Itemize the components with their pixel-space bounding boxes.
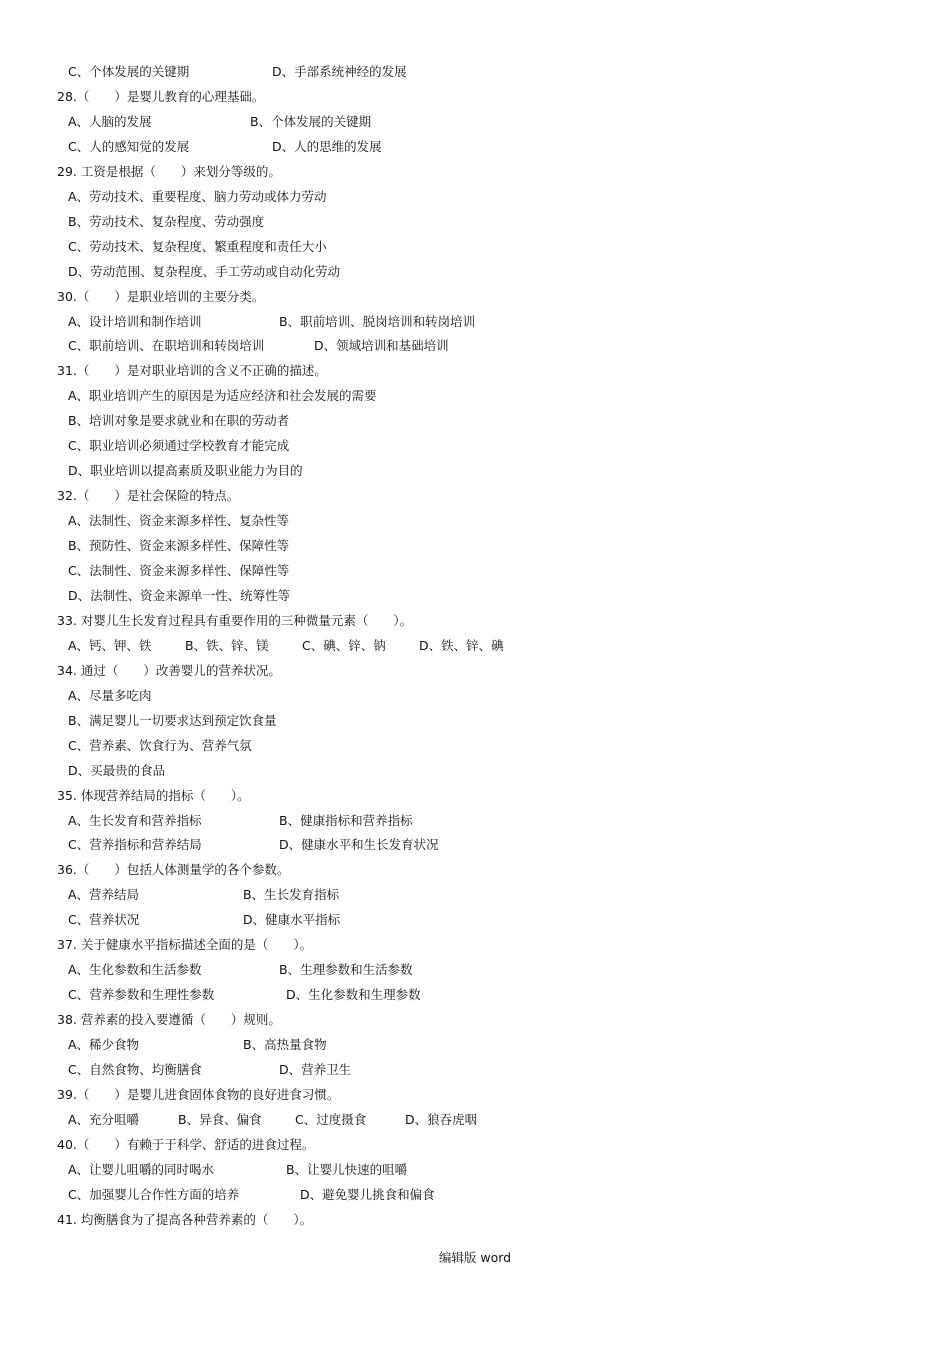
option-text: D、领域培训和基础培训 bbox=[314, 338, 449, 354]
option-text: D、生化参数和生理参数 bbox=[286, 987, 421, 1003]
option-text: B、个体发展的关键期 bbox=[250, 113, 372, 129]
option-text: B、高热量食物 bbox=[243, 1037, 327, 1052]
question-text: 35. 体现营养结局的指标（ ）。 bbox=[57, 787, 250, 803]
question-text: 33. 对婴儿生长发育过程具有重要作用的三种微量元素（ ）。 bbox=[57, 612, 413, 628]
option-text: A、人脑的发展 bbox=[68, 113, 152, 129]
question-text: 41. 均衡膳食为了提高各种营养素的（ ）。 bbox=[57, 1211, 313, 1227]
option-text: A、让婴儿咀嚼的同时喝水 bbox=[68, 1161, 215, 1177]
option-text: A、充分咀嚼 bbox=[68, 1111, 140, 1127]
option-text: D、避免婴儿挑食和偏食 bbox=[300, 1186, 435, 1202]
option-text: B、异食、偏食 bbox=[178, 1111, 262, 1127]
option-text: B、劳动技术、复杂程度、劳动强度 bbox=[68, 213, 265, 229]
option-text: A、营养结局 bbox=[68, 887, 140, 903]
option-text: D、买最贵的食品 bbox=[68, 762, 166, 778]
option-text: A、生长发育和营养指标 bbox=[68, 812, 202, 828]
question-text: 32.（ ）是社会保险的特点。 bbox=[57, 488, 240, 504]
option-text: D、法制性、资金来源单一性、统筹性等 bbox=[68, 587, 291, 603]
option-text: B、铁、锌、镁 bbox=[185, 637, 269, 653]
option-text: D、铁、锌、碘 bbox=[419, 637, 504, 653]
option-text: D、手部系统神经的发展 bbox=[272, 64, 407, 79]
option-text: B、满足婴儿一切要求达到预定饮食量 bbox=[68, 712, 277, 728]
option-text: D、职业培训以提高素质及职业能力为目的 bbox=[68, 463, 303, 479]
question-text: 28.（ ）是婴儿教育的心理基础。 bbox=[57, 89, 265, 104]
option-text: C、营养指标和营养结局 bbox=[68, 837, 202, 853]
option-text: C、营养参数和生理性参数 bbox=[68, 987, 215, 1003]
option-text: B、培训对象是要求就业和在职的劳动者 bbox=[68, 413, 290, 429]
option-text: C、自然食物、均衡膳食 bbox=[68, 1062, 202, 1077]
option-text: D、健康水平和生长发育状况 bbox=[279, 837, 439, 853]
option-text: B、生长发育指标 bbox=[243, 887, 340, 903]
option-text: C、法制性、资金来源多样性、保障性等 bbox=[68, 563, 290, 578]
option-text: C、个体发展的关键期 bbox=[68, 64, 190, 79]
question-text: 34. 通过（ ）改善婴儿的营养状况。 bbox=[57, 662, 281, 678]
option-text: C、碘、锌、钠 bbox=[302, 637, 386, 653]
question-text: 29. 工资是根据（ ）来划分等级的。 bbox=[57, 163, 281, 179]
option-text: D、健康水平指标 bbox=[243, 912, 341, 928]
question-text: 31.（ ）是对职业培训的含义不正确的描述。 bbox=[57, 363, 327, 379]
option-text: C、过度摄食 bbox=[295, 1111, 367, 1127]
option-text: A、稀少食物 bbox=[68, 1037, 140, 1052]
option-text: A、钙、钾、铁 bbox=[68, 637, 152, 653]
option-text: A、生化参数和生活参数 bbox=[68, 962, 202, 978]
option-text: B、职前培训、脱岗培训和转岗培训 bbox=[279, 313, 476, 329]
option-text: C、加强婴儿合作性方面的培养 bbox=[68, 1186, 240, 1202]
option-text: B、预防性、资金来源多样性、保障性等 bbox=[68, 538, 290, 553]
option-text: C、人的感知觉的发展 bbox=[68, 138, 190, 154]
question-text: 38. 营养素的投入要遵循（ ）规则。 bbox=[57, 1012, 281, 1028]
option-text: C、职业培训必须通过学校教育才能完成 bbox=[68, 438, 290, 454]
option-text: D、劳动范围、复杂程度、手工劳动或自动化劳动 bbox=[68, 263, 341, 279]
option-text: A、劳动技术、重要程度、脑力劳动或体力劳动 bbox=[68, 188, 327, 204]
question-text: 36.（ ）包括人体测量学的各个参数。 bbox=[57, 862, 290, 878]
page-footer: 编辑版 word bbox=[438, 1250, 512, 1265]
option-text: A、法制性、资金来源多样性、复杂性等 bbox=[68, 513, 290, 529]
option-text: B、健康指标和营养指标 bbox=[279, 812, 413, 828]
option-text: D、人的思维的发展 bbox=[272, 138, 382, 154]
option-text: D、营养卫生 bbox=[279, 1062, 352, 1077]
option-text: B、让婴儿快速的咀嚼 bbox=[286, 1161, 408, 1177]
question-text: 39.（ ）是婴儿进食固体食物的良好进食习惯。 bbox=[57, 1086, 340, 1102]
option-text: A、职业培训产生的原因是为适应经济和社会发展的需要 bbox=[68, 388, 377, 404]
option-text: B、生理参数和生活参数 bbox=[279, 962, 413, 978]
question-text: 40.（ ）有赖于于科学、舒适的进食过程。 bbox=[57, 1136, 315, 1152]
option-text: D、狼吞虎咽 bbox=[405, 1111, 478, 1127]
question-text: 30.（ ）是职业培训的主要分类。 bbox=[57, 288, 265, 304]
option-text: C、劳动技术、复杂程度、繁重程度和责任大小 bbox=[68, 238, 327, 254]
option-text: C、营养状况 bbox=[68, 912, 140, 928]
option-text: A、尽量多吃肉 bbox=[68, 687, 152, 703]
option-text: A、设计培训和制作培训 bbox=[68, 313, 202, 329]
option-text: C、职前培训、在职培训和转岗培训 bbox=[68, 338, 265, 354]
option-text: C、营养素、饮食行为、营养气氛 bbox=[68, 737, 252, 753]
question-text: 37. 关于健康水平指标描述全面的是（ ）。 bbox=[57, 937, 313, 953]
